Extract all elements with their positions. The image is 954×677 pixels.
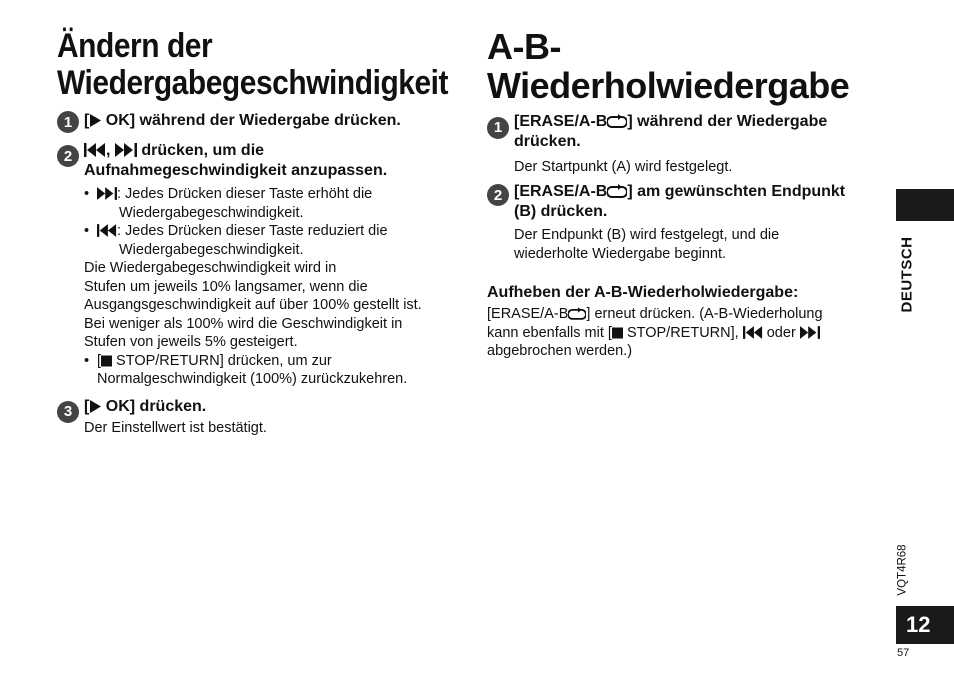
speed-heading: Ändern der Wiedergabegeschwindigkeit xyxy=(57,27,449,102)
skip-back-icon xyxy=(743,326,763,339)
play-icon xyxy=(89,400,101,413)
bullet-faster: • : Jedes Drücken dieser Taste erhöht die Wiedergabegeschwindigkeit. xyxy=(84,186,373,221)
skip-forward-icon xyxy=(97,187,117,200)
step-number: 1 xyxy=(487,117,509,139)
ab-repeat-heading: A-B- Wiederholwiedergabe xyxy=(487,26,850,106)
speed-explanation: Die Wiedergabegeschwindigkeit wird in Stufen um jeweils 10% langsamer, wenn die Ausgangsgeschwindigkeit auf über 100% gestellt ist. Bei weniger als 100% wird die Geschwindigkeit in Stufen von jeweils 5% gesteigert. xyxy=(84,260,422,351)
left-column xyxy=(57,28,467,437)
ab-step-1: 1 [ERASE/A-B ] während der Wiedergabe drücken. Der Startpunkt (A) wird festgelegt. xyxy=(487,112,892,177)
language-label: DEUTSCH xyxy=(898,235,916,313)
step-number: 1 xyxy=(57,111,79,133)
step-number: 3 xyxy=(57,401,79,423)
skip-back-icon xyxy=(97,224,117,237)
speed-step-1: 1 [ OK] während der Wiedergabe drücken. xyxy=(57,111,467,131)
skip-forward-icon xyxy=(800,326,820,339)
ab-cancel-section: Aufheben der A-B-Wiederholwiedergabe: [ERASE/A-B ] erneut drücken. (A-B-Wiederholung kann ebenfalls mit [ STOP/RETURN], oder abgebrochen werden.) xyxy=(487,284,823,360)
repeat-icon xyxy=(568,307,586,320)
repeat-icon xyxy=(607,114,627,128)
bullet-slower: • : Jedes Drücken dieser Taste reduziert die Wiedergabegeschwindigkeit. xyxy=(84,223,388,258)
skip-forward-icon xyxy=(115,143,137,157)
speed-step-3: 3 [ OK] drücken. Der Einstellwert ist bestätigt. xyxy=(57,397,467,438)
skip-back-icon xyxy=(84,143,106,157)
page-number-small: 57 xyxy=(897,647,910,659)
speed-step-2-details xyxy=(84,185,467,389)
stop-icon xyxy=(612,327,623,339)
ab-step-2: 2 [ERASE/A-B ] am gewünschten Endpunkt (B) drücken. Der Endpunkt (B) wird festgelegt, und die wiederholte Wiedergabe beginnt. xyxy=(487,182,892,263)
stop-icon xyxy=(101,355,112,367)
play-icon xyxy=(89,114,101,127)
repeat-icon xyxy=(607,184,627,198)
speed-step-2: 2 , drücken, um die Aufnahmegeschwindigkeit anzupassen. • : Jedes Drücken dieser Taste erhöht die Wiedergabegeschwindigkeit. • : Jedes Drücken dieser Taste reduziert die Wiedergabegeschwindigkeit. Die Wiedergabegeschwindigkeit wird in Stufen um jeweils 10% langsamer, wenn die Ausgangsgeschwindigkeit auf über 100% gestellt ist. Bei weniger als 100% wird die Geschwindigkeit in Stufen von jeweils 5% gesteigert. • [ STOP/RETURN] drücken, um zur Normalgeschwindigkeit (100%) zurückzukehren. xyxy=(57,141,467,389)
step-number: 2 xyxy=(57,145,79,167)
page-number: 12 xyxy=(896,606,954,644)
model-code: VQT4R68 xyxy=(897,544,910,596)
right-column xyxy=(487,28,892,361)
bullet-reset: • [ STOP/RETURN] drücken, um zur Normalgeschwindigkeit (100%) zurückzukehren. xyxy=(84,352,408,388)
step-number: 2 xyxy=(487,184,509,206)
language-tab xyxy=(896,189,954,221)
